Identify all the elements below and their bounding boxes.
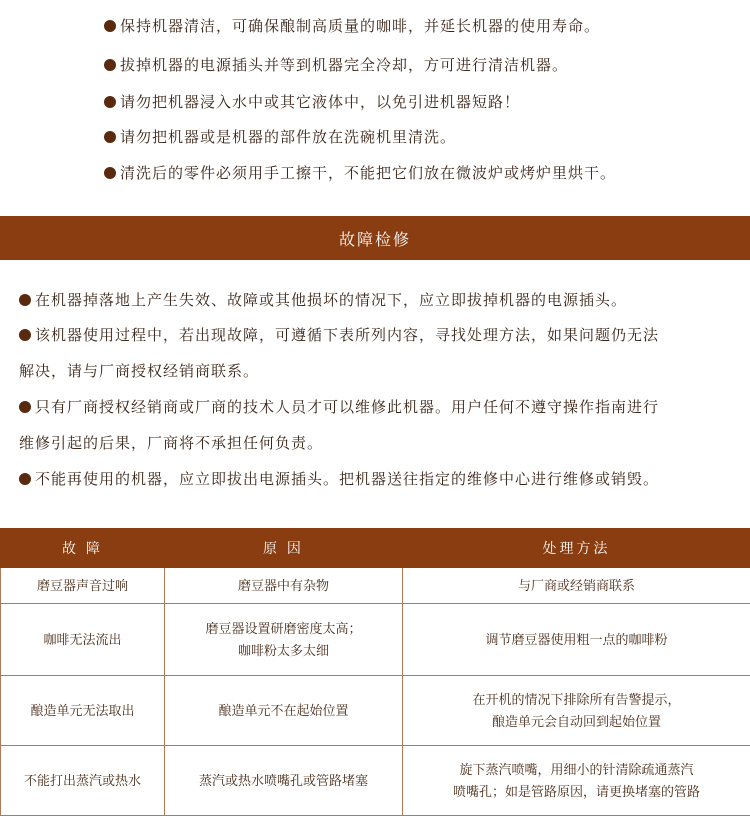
repair-paragraph: 该机器使用过程中，若出现故障，可遵循下表所列内容，寻找处理方法，如果问题仍无法 (19, 324, 659, 345)
table-header-row (1, 529, 750, 568)
cause-cell: 酿造单元不在起始位置 (165, 676, 403, 746)
cause-cell: 磨豆器中有杂物 (165, 568, 403, 604)
fault-cell: 磨豆器声音过响 (1, 568, 165, 604)
header-cause: 原 因 (165, 529, 403, 568)
bullet-dot (104, 131, 116, 143)
header-solution: 处理方法 (403, 529, 750, 568)
list-item: 清洗后的零件必须用手工擦干，不能把它们放在微波炉或烤炉里烘干。 (104, 162, 616, 183)
repair-paragraph-continued: 解决，请与厂商授权经销商联系。 (19, 362, 260, 380)
bullet-dot (104, 20, 116, 32)
bullet-dot (19, 401, 31, 413)
repair-paragraph: 在机器掉落地上产生失效、故障或其他损坏的情况下，应立即拔掉机器的电源插头。 (19, 289, 627, 310)
list-item: 请勿把机器浸入水中或其它液体中，以免引进机器短路！ (104, 91, 520, 112)
solution-line: 酿造单元会自动回到起始位置 (491, 713, 661, 729)
section-title-bar (0, 216, 750, 260)
list-item: 保持机器清洁，可确保酿制高质量的咖啡，并延长机器的使用寿命。 (104, 15, 600, 36)
solution-cell (403, 746, 750, 816)
bullet-dot (19, 294, 31, 306)
cause-line: 咖啡粉太多太细 (237, 642, 329, 658)
cause-cell (165, 604, 403, 676)
repair-paragraph-continued: 维修引起的后果，厂商将不承担任何负责。 (19, 434, 324, 452)
fault-cell: 酿造单元无法取出 (1, 676, 165, 746)
solution-cell (403, 676, 750, 746)
table-row (1, 568, 750, 604)
bullet-dot (104, 96, 116, 108)
table-row (1, 746, 750, 816)
list-item: 拔掉机器的电源插头并等到机器完全冷却，方可进行清洁机器。 (104, 54, 568, 75)
bullet-dot (104, 59, 116, 71)
table-row (1, 676, 750, 746)
repair-paragraph: 不能再使用的机器，应立即拔出电源插头。把机器送往指定的维修中心进行维修或销毁。 (19, 468, 659, 489)
bullet-dot (19, 473, 31, 485)
solution-cell: 与厂商或经销商联系 (403, 568, 750, 604)
bullet-dot (19, 329, 31, 341)
fault-cell: 不能打出蒸汽或热水 (1, 746, 165, 816)
section-title: 故障检修 (338, 229, 411, 249)
solution-line: 喷嘴孔；如是管路原因，请更换堵塞的管路 (452, 783, 700, 799)
list-item: 请勿把机器或是机器的部件放在洗碗机里清洗。 (104, 126, 456, 147)
repair-paragraph: 只有厂商授权经销商或厂商的技术人员才可以维修此机器。用户任何不遵守操作指南进行 (19, 396, 659, 417)
troubleshooting-table (0, 528, 750, 816)
bullet-dot (104, 167, 116, 179)
cause-line: 磨豆器设置研磨密度太高； (205, 620, 362, 636)
solution-cell: 调节磨豆器使用粗一点的咖啡粉 (403, 604, 750, 676)
solution-line: 旋下蒸汽喷嘴，用细小的针清除疏通蒸汽 (459, 761, 694, 777)
solution-line: 在开机的情况下排除所有告警提示， (472, 691, 681, 707)
cause-cell: 蒸汽或热水喷嘴孔或管路堵塞 (165, 746, 403, 816)
fault-cell: 咖啡无法流出 (1, 604, 165, 676)
header-fault: 故 障 (1, 529, 165, 568)
table-row (1, 604, 750, 676)
